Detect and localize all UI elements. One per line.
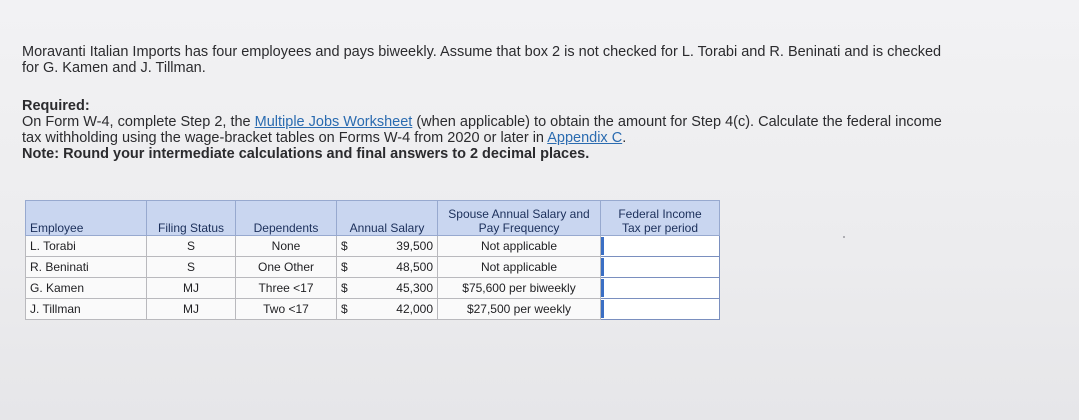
cell-filing-status: S: [147, 236, 236, 257]
cell-spouse-salary: Not applicable: [438, 257, 601, 278]
federal-tax-input-tillman[interactable]: [601, 300, 713, 318]
cell-dependents: Two <17: [236, 299, 337, 320]
header-spouse-line1: Spouse Annual Salary and: [448, 207, 590, 221]
header-tax-line1: Federal Income: [618, 207, 702, 221]
required-heading: Required:: [22, 98, 90, 114]
cell-dependents: One Other: [236, 257, 337, 278]
cell-dependents: Three <17: [236, 278, 337, 299]
table-header-row: [26, 201, 720, 236]
federal-tax-input-kamen[interactable]: [601, 279, 713, 297]
cell-federal-tax: [601, 236, 720, 257]
federal-tax-input-beninati[interactable]: [601, 258, 713, 276]
cell-employee: R. Beninati: [26, 257, 147, 278]
header-filing-status: Filing Status: [147, 201, 236, 236]
header-dependents: Dependents: [236, 201, 337, 236]
table-row: [26, 299, 720, 320]
cell-employee: G. Kamen: [26, 278, 147, 299]
cell-federal-tax: [601, 257, 720, 278]
cell-federal-tax: [601, 299, 720, 320]
cell-annual-salary: 45,300: [389, 278, 438, 299]
cell-spouse-salary: $27,500 per weekly: [438, 299, 601, 320]
rounding-note: Note: Round your intermediate calculations and final answers to 2 decimal places.: [22, 146, 590, 162]
table-row: [26, 236, 720, 257]
multiple-jobs-worksheet-link[interactable]: Multiple Jobs Worksheet: [254, 114, 413, 130]
header-spouse-line2: Pay Frequency: [478, 221, 560, 235]
cell-spouse-salary: $75,600 per biweekly: [438, 278, 601, 299]
cell-spouse-salary: Not applicable: [438, 236, 601, 257]
cell-currency: $: [337, 236, 390, 257]
problem-intro: Moravanti Italian Imports has four employees and pays biweekly. Assume that box 2 is not checked for L. Torabi and R. Beninati and is checked for G. Kamen and J. Tillman.: [22, 44, 942, 76]
federal-tax-input-torabi[interactable]: [601, 237, 713, 255]
cell-federal-tax: [601, 278, 720, 299]
instructions-part2: (when applicable) to obtain the amount for Step 4(c). Calculate the federal income tax withholding using the wage-bracket tables on Forms W-4 from 2020 or later in: [22, 114, 942, 146]
header-employee: Employee: [26, 201, 147, 236]
appendix-c-link[interactable]: Appendix C: [547, 130, 623, 146]
cell-employee: J. Tillman: [26, 299, 147, 320]
cell-employee: L. Torabi: [26, 236, 147, 257]
instructions-part1: On Form W-4, complete Step 2, the: [22, 114, 255, 130]
stray-dot: [843, 236, 845, 238]
cell-currency: $: [337, 257, 390, 278]
required-section: [22, 98, 1022, 162]
employee-tax-table: [25, 200, 720, 320]
cell-filing-status: MJ: [147, 278, 236, 299]
header-spouse-salary: [438, 201, 601, 236]
header-annual-salary: Annual Salary: [337, 201, 438, 236]
instructions-text: [22, 114, 962, 146]
cell-filing-status: MJ: [147, 299, 236, 320]
cell-annual-salary: 42,000: [389, 299, 438, 320]
problem-statement: [22, 44, 1022, 162]
cell-annual-salary: 48,500: [389, 257, 438, 278]
cell-currency: $: [337, 278, 390, 299]
cell-annual-salary: 39,500: [389, 236, 438, 257]
cell-dependents: None: [236, 236, 337, 257]
cell-filing-status: S: [147, 257, 236, 278]
table-row: [26, 278, 720, 299]
instructions-part3: .: [622, 130, 627, 146]
header-federal-tax: [601, 201, 720, 236]
header-tax-line2: Tax per period: [621, 221, 699, 235]
table-row: [26, 257, 720, 278]
cell-currency: $: [337, 299, 390, 320]
